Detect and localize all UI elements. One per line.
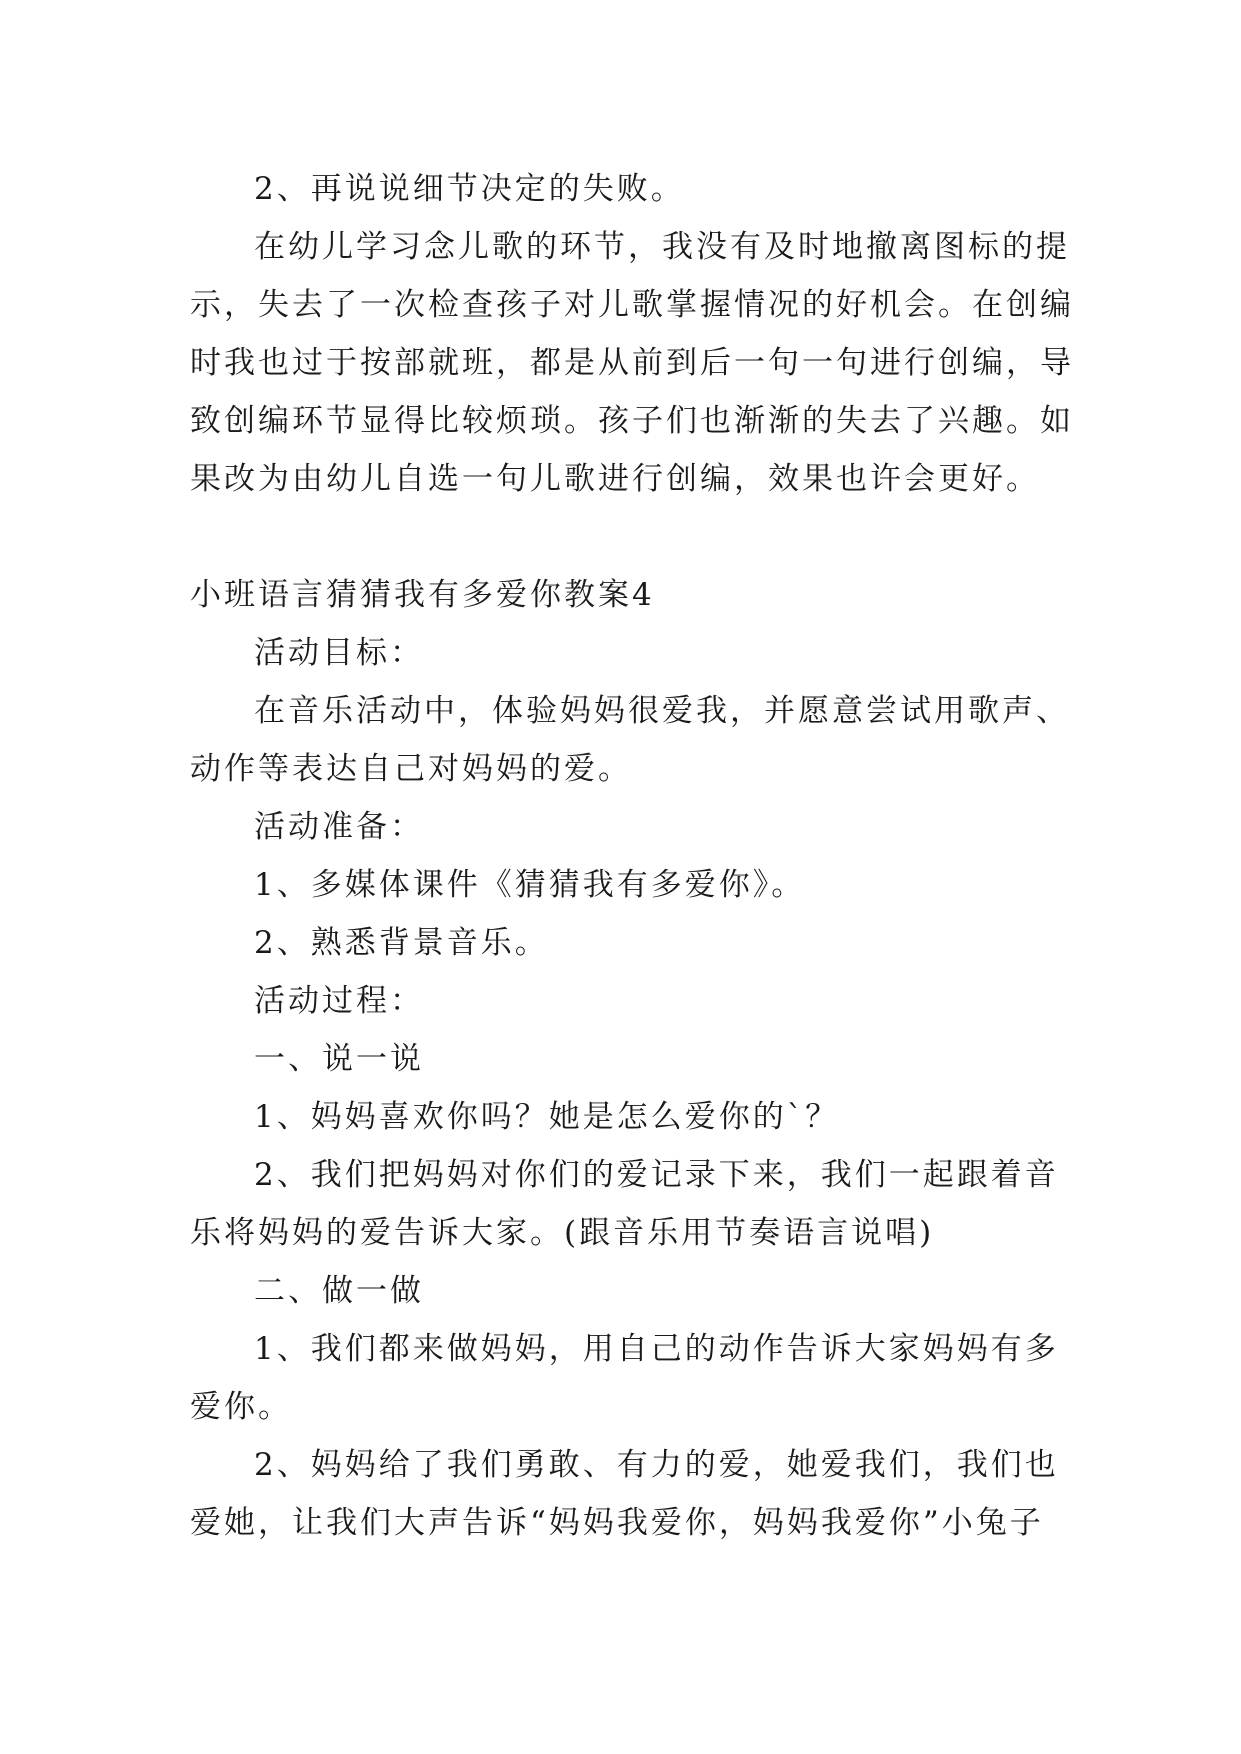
prep-item-2: 2、熟悉背景音乐。 [254,925,549,961]
prev-paragraph-line: 致创编环节显得比较烦琐。孩子们也渐渐的失去了兴趣。如 [190,403,1074,439]
prev-paragraph-line: 时我也过于按部就班，都是从前到后一句一句进行创编，导 [190,345,1074,381]
part2-heading: 二、做一做 [254,1273,424,1309]
part2-item-1-line: 爱你。 [190,1389,292,1425]
part1-item-1: 1、妈妈喜欢你吗？她是怎么爱你的`？ [254,1099,840,1135]
goal-line: 动作等表达自己对妈妈的爱。 [190,751,632,787]
goal-line: 在音乐活动中，体验妈妈很爱我，并愿意尝试用歌声、 [254,693,1070,729]
part2-item-1-line: 1、我们都来做妈妈，用自己的动作告诉大家妈妈有多 [254,1331,1059,1367]
part2-item-2-line: 爱她，让我们大声告诉“妈妈我爱你，妈妈我爱你”小兔子 [190,1505,1044,1541]
prev-paragraph-line: 果改为由幼儿自选一句儿歌进行创编，效果也许会更好。 [190,461,1040,497]
prev-paragraph-line: 在幼儿学习念儿歌的环节，我没有及时地撤离图标的提 [254,229,1070,265]
prep-item-1: 1、多媒体课件《猜猜我有多爱你》。 [254,867,806,903]
prev-paragraph-line: 示，失去了一次检查孩子对儿歌掌握情况的好机会。在创编 [190,287,1074,323]
part1-heading: 一、说一说 [254,1041,424,1077]
prev-item-2: 2、再说说细节决定的失败。 [254,171,685,207]
part1-item-2-line: 2、我们把妈妈对你们的爱记录下来，我们一起跟着音 [254,1157,1059,1193]
process-heading: 活动过程： [254,983,424,1019]
section-title: 小班语言猜猜我有多爱你教案4 [190,577,655,613]
goal-heading: 活动目标： [254,635,424,671]
part2-item-2-line: 2、妈妈给了我们勇敢、有力的爱，她爱我们，我们也 [254,1447,1059,1483]
prep-heading: 活动准备： [254,809,424,845]
document-page [190,160,1074,1552]
part1-item-2-line: 乐将妈妈的爱告诉大家。(跟音乐用节奏语言说唱) [190,1215,935,1251]
